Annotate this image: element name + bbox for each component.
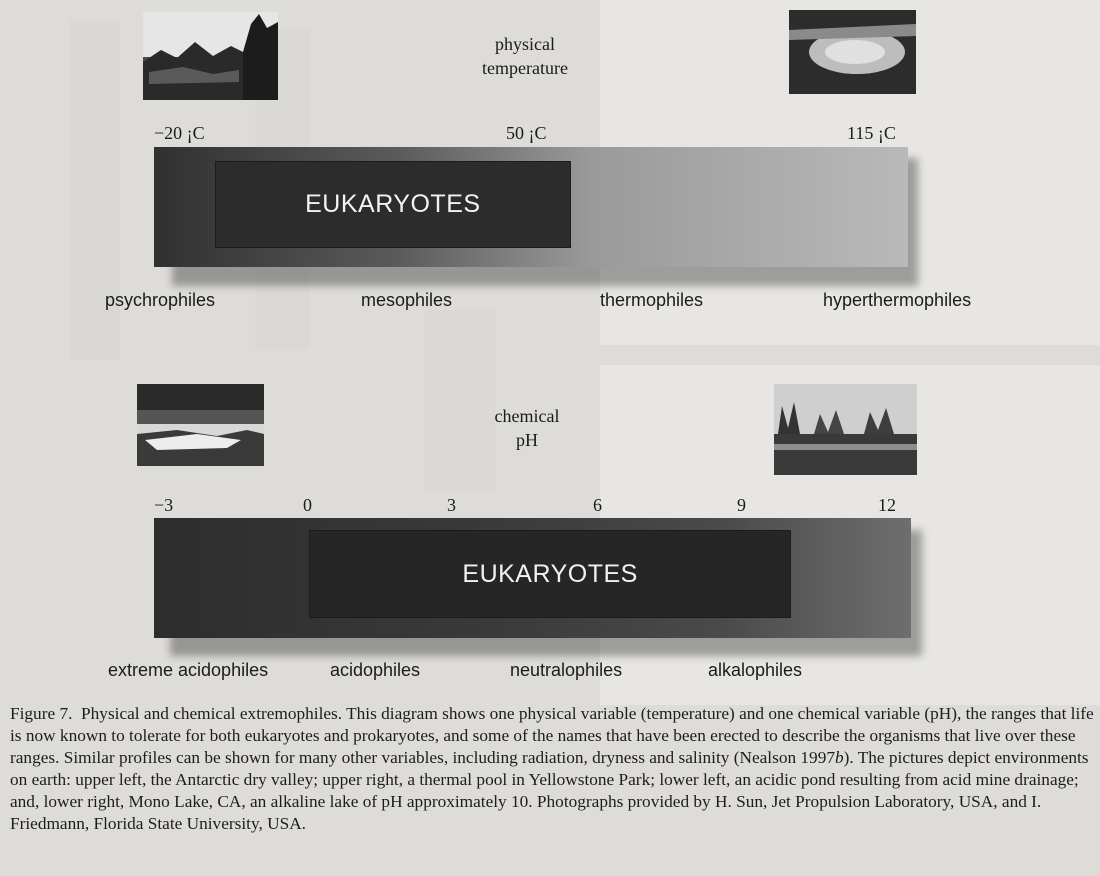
class-extreme-acidophiles: extreme acidophiles [108, 660, 269, 680]
antarctic-valley-photo [143, 12, 278, 100]
caption-italic: b [834, 748, 844, 767]
physical-title [460, 32, 590, 80]
physical-title-line1: physical [495, 34, 555, 54]
figure-caption [10, 703, 1095, 835]
class-thermophiles: thermophiles [600, 290, 704, 310]
figure-label: Figure 7. [10, 704, 73, 723]
ph-tick: 9 [737, 495, 746, 515]
temperature-tick-min: −20 ¡C [154, 123, 205, 143]
physical-title-line2: temperature [482, 58, 568, 78]
class-hyperthermophiles: hyperthermophiles [823, 290, 972, 310]
page-background-panel [425, 310, 495, 490]
ph-eukaryotes-range [309, 530, 792, 618]
class-psychrophiles: psychrophiles [105, 290, 216, 310]
temperature-tick-mid: 50 ¡C [506, 123, 547, 143]
temperature-eukaryotes-range [215, 161, 571, 248]
ph-eukaryotes-label: EUKARYOTES [462, 559, 638, 588]
caption-text-continued: ). The pictures depict environments on earth: upper left, the Antarctic dry valley; upper right, a thermal pool in Yellowstone Park; lower left, an acidic pond resulting from acid mine drainage; and, lower right, Mono Lake, CA, an alkaline lake of pH approximately 10. Photographs provided by H. Sun, Jet Propulsion Laboratory, USA, and I. Friedmann, Florida State University, USA. [10, 748, 1089, 833]
ph-tick: 6 [593, 495, 602, 515]
class-alkalophiles: alkalophiles [708, 660, 803, 680]
ph-tick: 12 [878, 495, 896, 515]
ph-tick: 3 [447, 495, 456, 515]
chemical-title-line1: chemical [494, 406, 560, 426]
temperature-tick-max: 115 ¡C [847, 123, 896, 143]
class-neutralophiles: neutralophiles [510, 660, 623, 680]
temperature-eukaryotes-label: EUKARYOTES [305, 190, 481, 218]
ph-tick: 0 [303, 495, 312, 515]
chemical-title-line2: pH [516, 430, 538, 450]
acid-pond-photo [137, 384, 264, 466]
ph-tick: −3 [154, 495, 174, 515]
class-mesophiles: mesophiles [361, 290, 453, 310]
caption-text: Physical and chemical extremophiles. This diagram shows one physical variable (temperature) and one chemical variable (pH), the ranges that life is now known to tolerate for both eukaryotes and prokaryotes, and some of the names that have been erected to describe the organisms that live over these ranges. Similar profiles can be shown for many other variables, including radiation, dryness and salinity (Nealson 1997 [10, 704, 1094, 767]
class-acidophiles: acidophiles [330, 660, 421, 680]
mono-lake-photo [774, 384, 917, 475]
chemical-title [462, 404, 592, 452]
yellowstone-thermal-pool-photo [789, 10, 916, 94]
